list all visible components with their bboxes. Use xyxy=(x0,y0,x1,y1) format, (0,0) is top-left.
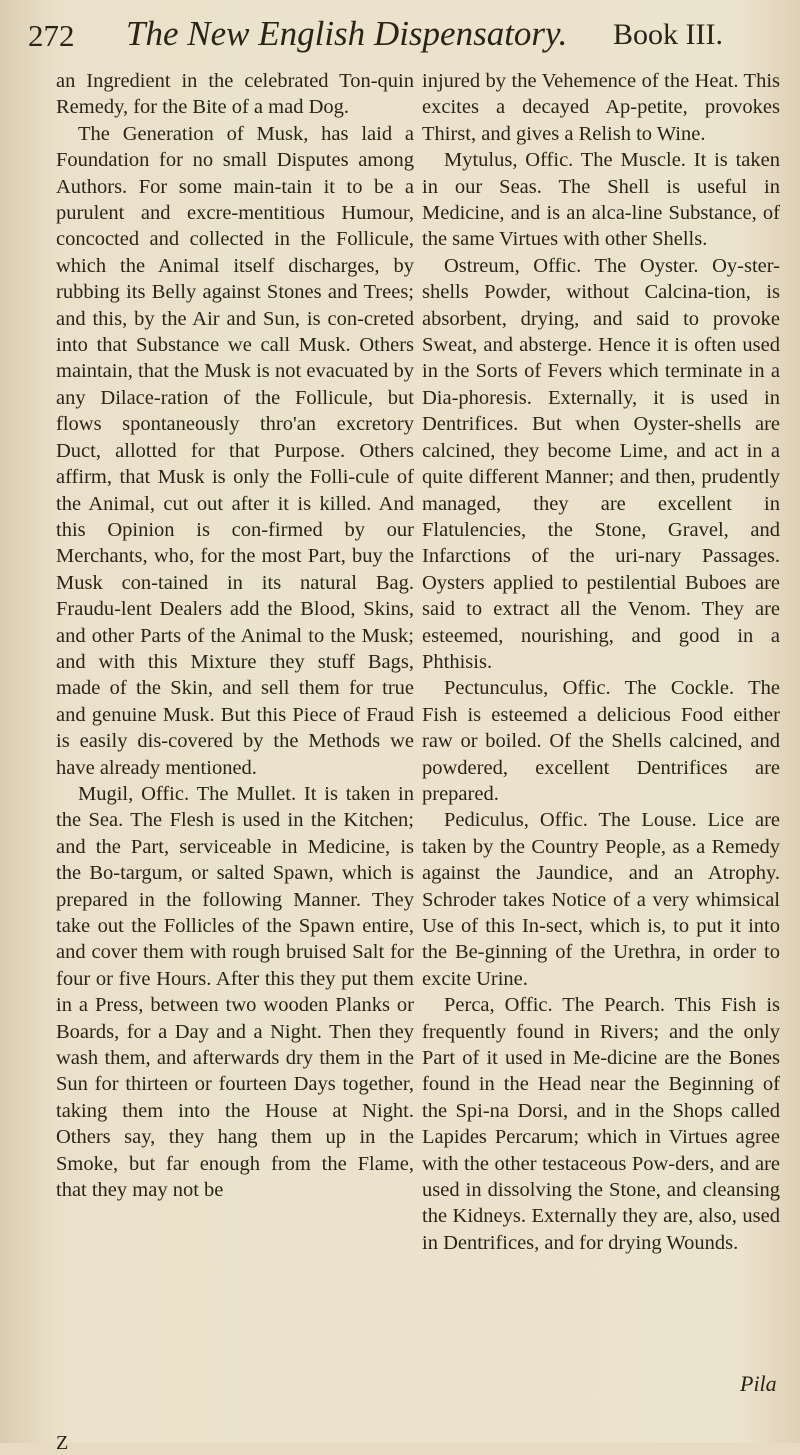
paragraph: The Generation of Musk, has laid a Foundation for no small Disputes among Authors. For some main-tain it to be a purulent and excre-mentitious Humour, concocted and collected in the Follicule, which the Animal itself discharges, by rubbing its Belly against Stones and Trees; and this, by the Air and Sun, is con-creted into that Substance we call Musk. Others maintain, that the Musk is not evacuated by any Dilace-ration of the Follicule, but flows spontaneously thro'an excretory Duct, allotted for that Purpose. Others affirm, that Musk is only the Folli-cule of the Animal, cut out after it is killed. And this Opinion is con-firmed by our Merchants, who, for the most Part, buy the Musk con-tained in its natural Bag. Fraudu-lent Dealers add the Blood, Skins, and other Parts of the Animal to the Musk; and with this Mixture they stuff Bags, made of the Skin, and sell them for true and genuine Musk. But this Piece of Fraud is easily dis-covered by the Methods we have already mentioned. xyxy=(56,122,414,779)
running-title: The New English Dispensatory. xyxy=(126,14,568,53)
right-column xyxy=(422,68,780,1256)
paragraph: Pediculus, Offic. The Louse. Lice are taken by the Country People, as a Remedy against the Jaundice, and an Atrophy. Schroder takes Notice of a very whimsical Use of this In-sect, which is, to put it into the Be-ginning of the Urethra, in order to excite Urine. xyxy=(422,809,780,990)
paragraph: Ostreum, Offic. The Oyster. Oy-ster-shells Powder, without Calcina-tion, is absorbent, drying, and said to provoke Sweat, and absterge. Hence it is often used in the Sorts of Fevers which terminate in a Dia-phoresis. Externally, it is used in Dentrifices. But when Oyster-shells are calcined, they become Lime, and act in a quite different Manner; and then, prudently managed, they are excellent in Flatulencies, the Stone, Gravel, and Infarctions of the uri-nary Passages. Oysters applied to pestilential Buboes are said to extract all the Venom. They are esteemed, nourishing, and good in a Phthisis. xyxy=(422,254,780,673)
paragraph: injured by the Vehemence of the Heat. This excites a decayed Ap-petite, provokes Thirst, and gives a Relish to Wine. xyxy=(422,70,780,145)
book-label: Book III. xyxy=(613,18,723,51)
left-column xyxy=(56,68,414,1203)
paragraph: Perca, Offic. The Pearch. This Fish is frequently found in Rivers; and the only Part of it used in Me-dicine are the Bones found in the Head near the Beginning of the Spi-na Dorsi, and in the Shops called Lapides Percarum; which in Virtues agree with the other testaceous Pow-ders, and are used in dissolving the Stone, and cleansing the Kidneys. Externally they are, also, used in Dentrifices, and for drying Wounds. xyxy=(422,994,780,1254)
paragraph: an Ingredient in the celebrated Ton-quin Remedy, for the Bite of a mad Dog. xyxy=(56,70,414,119)
paragraph: Mytulus, Offic. The Muscle. It is taken in our Seas. The Shell is useful in Medicine, and is an alca-line Substance, of the same Virtues with other Shells. xyxy=(422,149,780,251)
paragraph: Mugil, Offic. The Mullet. It is taken in the Sea. The Flesh is used in the Kitchen; and the Part, serviceable in Medicine, is the Bo-targum, or salted Spawn, which is prepared in the following Manner. They take out the Follicles of the Spawn entire, and cover them with rough bruised Salt for four or five Hours. After this they put them in a Press, between two wooden Planks or Boards, for a Day and a Night. Then they wash them, and afterwards dry them in the Sun for thirteen or fourteen Days together, taking them into the House at Night. Others say, they hang them up in the Smoke, but far enough from the Flame, that they may not be xyxy=(56,782,414,1202)
page-header xyxy=(28,14,788,64)
paragraph: Pectunculus, Offic. The Cockle. The Fish is esteemed a delicious Food either raw or boiled. Of the Shells calcined, and powdered, excellent Dentrifices are prepared. xyxy=(422,677,780,805)
page-number: 272 xyxy=(28,18,75,53)
catchword: Pila xyxy=(740,1371,777,1396)
signature-mark: Z xyxy=(56,1432,69,1454)
